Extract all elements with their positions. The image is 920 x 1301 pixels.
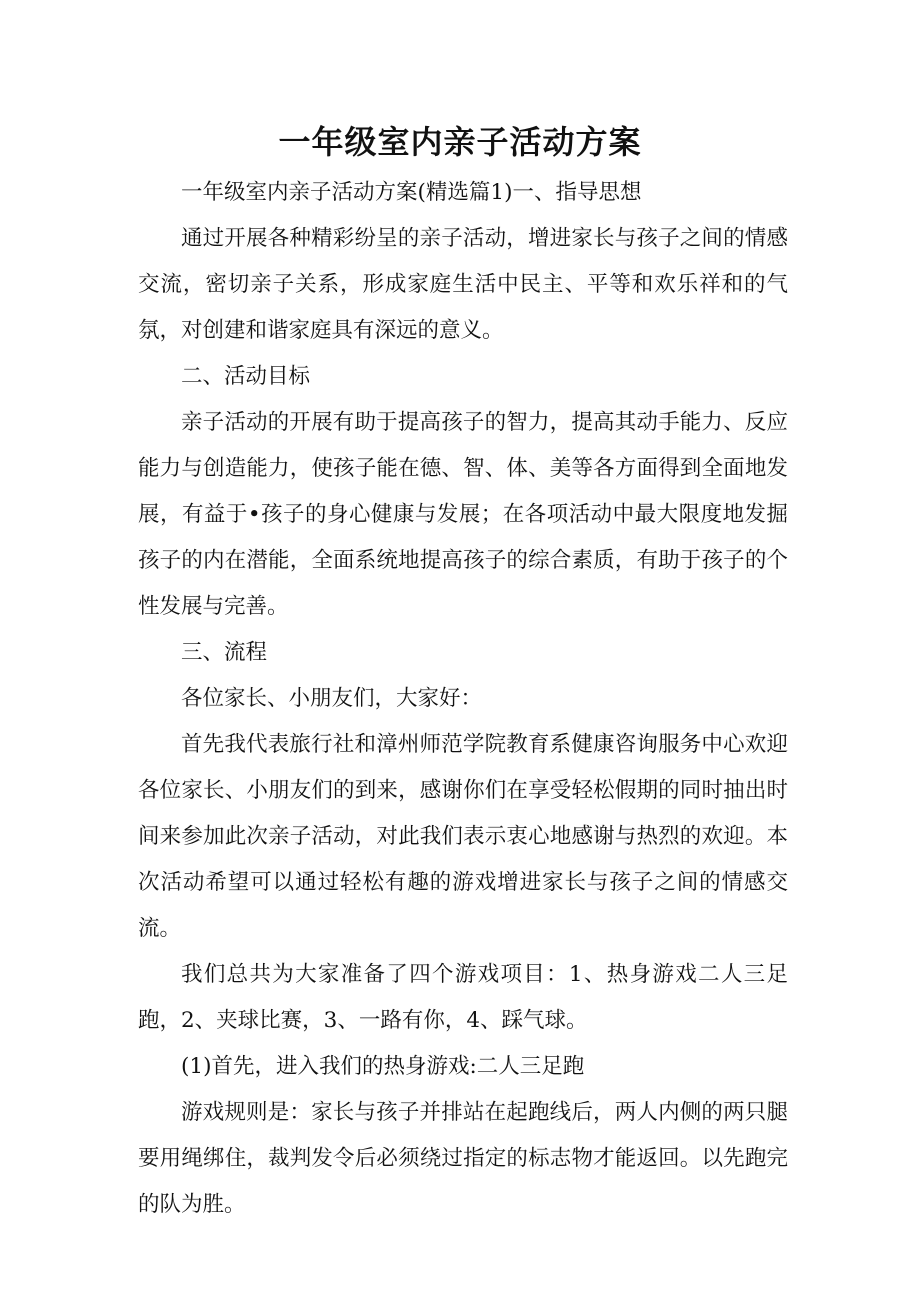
paragraph-goals: 亲子活动的开展有助于提高孩子的智力，提高其动手能力、反应能力与创造能力，使孩子能在德、智、体、美等各方面得到全面地发展，有益于•孩子的身心健康与发展；在各项活动中最大限度地发掘孩子的内在潜能，全面系统地提高孩子的综合素质，有助于孩子的个性发展与完善。 (138, 410, 788, 619)
page-title: 一年级室内亲子活动方案 (278, 123, 642, 161)
paragraph-warmup-game: (1)首先，进入我们的热身游戏:二人三足跑 (181, 1054, 585, 1079)
paragraph-greeting: 各位家长、小朋友们，大家好： (181, 686, 483, 711)
document-body (138, 170, 788, 1228)
paragraph-guiding-thought: 通过开展各种精彩纷呈的亲子活动，增进家长与孩子之间的情感交流，密切亲子关系，形成家庭生活中民主、平等和欢乐祥和的气氛，对创建和谐家庭具有深远的意义。 (138, 226, 788, 343)
paragraph-intro-heading: 一年级室内亲子活动方案(精选篇1)一、指导思想 (181, 180, 642, 205)
section-heading-process: 三、流程 (181, 640, 268, 665)
paragraph-games-list: 我们总共为大家准备了四个游戏项目：1、热身游戏二人三足跑，2、夹球比赛，3、一路有你，4、踩气球。 (138, 962, 788, 1033)
section-heading-goals: 二、活动目标 (181, 364, 311, 389)
paragraph-welcome: 首先我代表旅行社和漳州师范学院教育系健康咨询服务中心欢迎各位家长、小朋友们的到来，感谢你们在享受轻松假期的同时抽出时间来参加此次亲子活动，对此我们表示衷心地感谢与热烈的欢迎。本次活动希望可以通过轻松有趣的游戏增进家长与孩子之间的情感交流。 (138, 732, 788, 941)
paragraph-game-rules: 游戏规则是：家长与孩子并排站在起跑线后，两人内侧的两只腿要用绳绑住，裁判发令后必须绕过指定的标志物才能返回。以先跑完的队为胜。 (138, 1100, 788, 1217)
